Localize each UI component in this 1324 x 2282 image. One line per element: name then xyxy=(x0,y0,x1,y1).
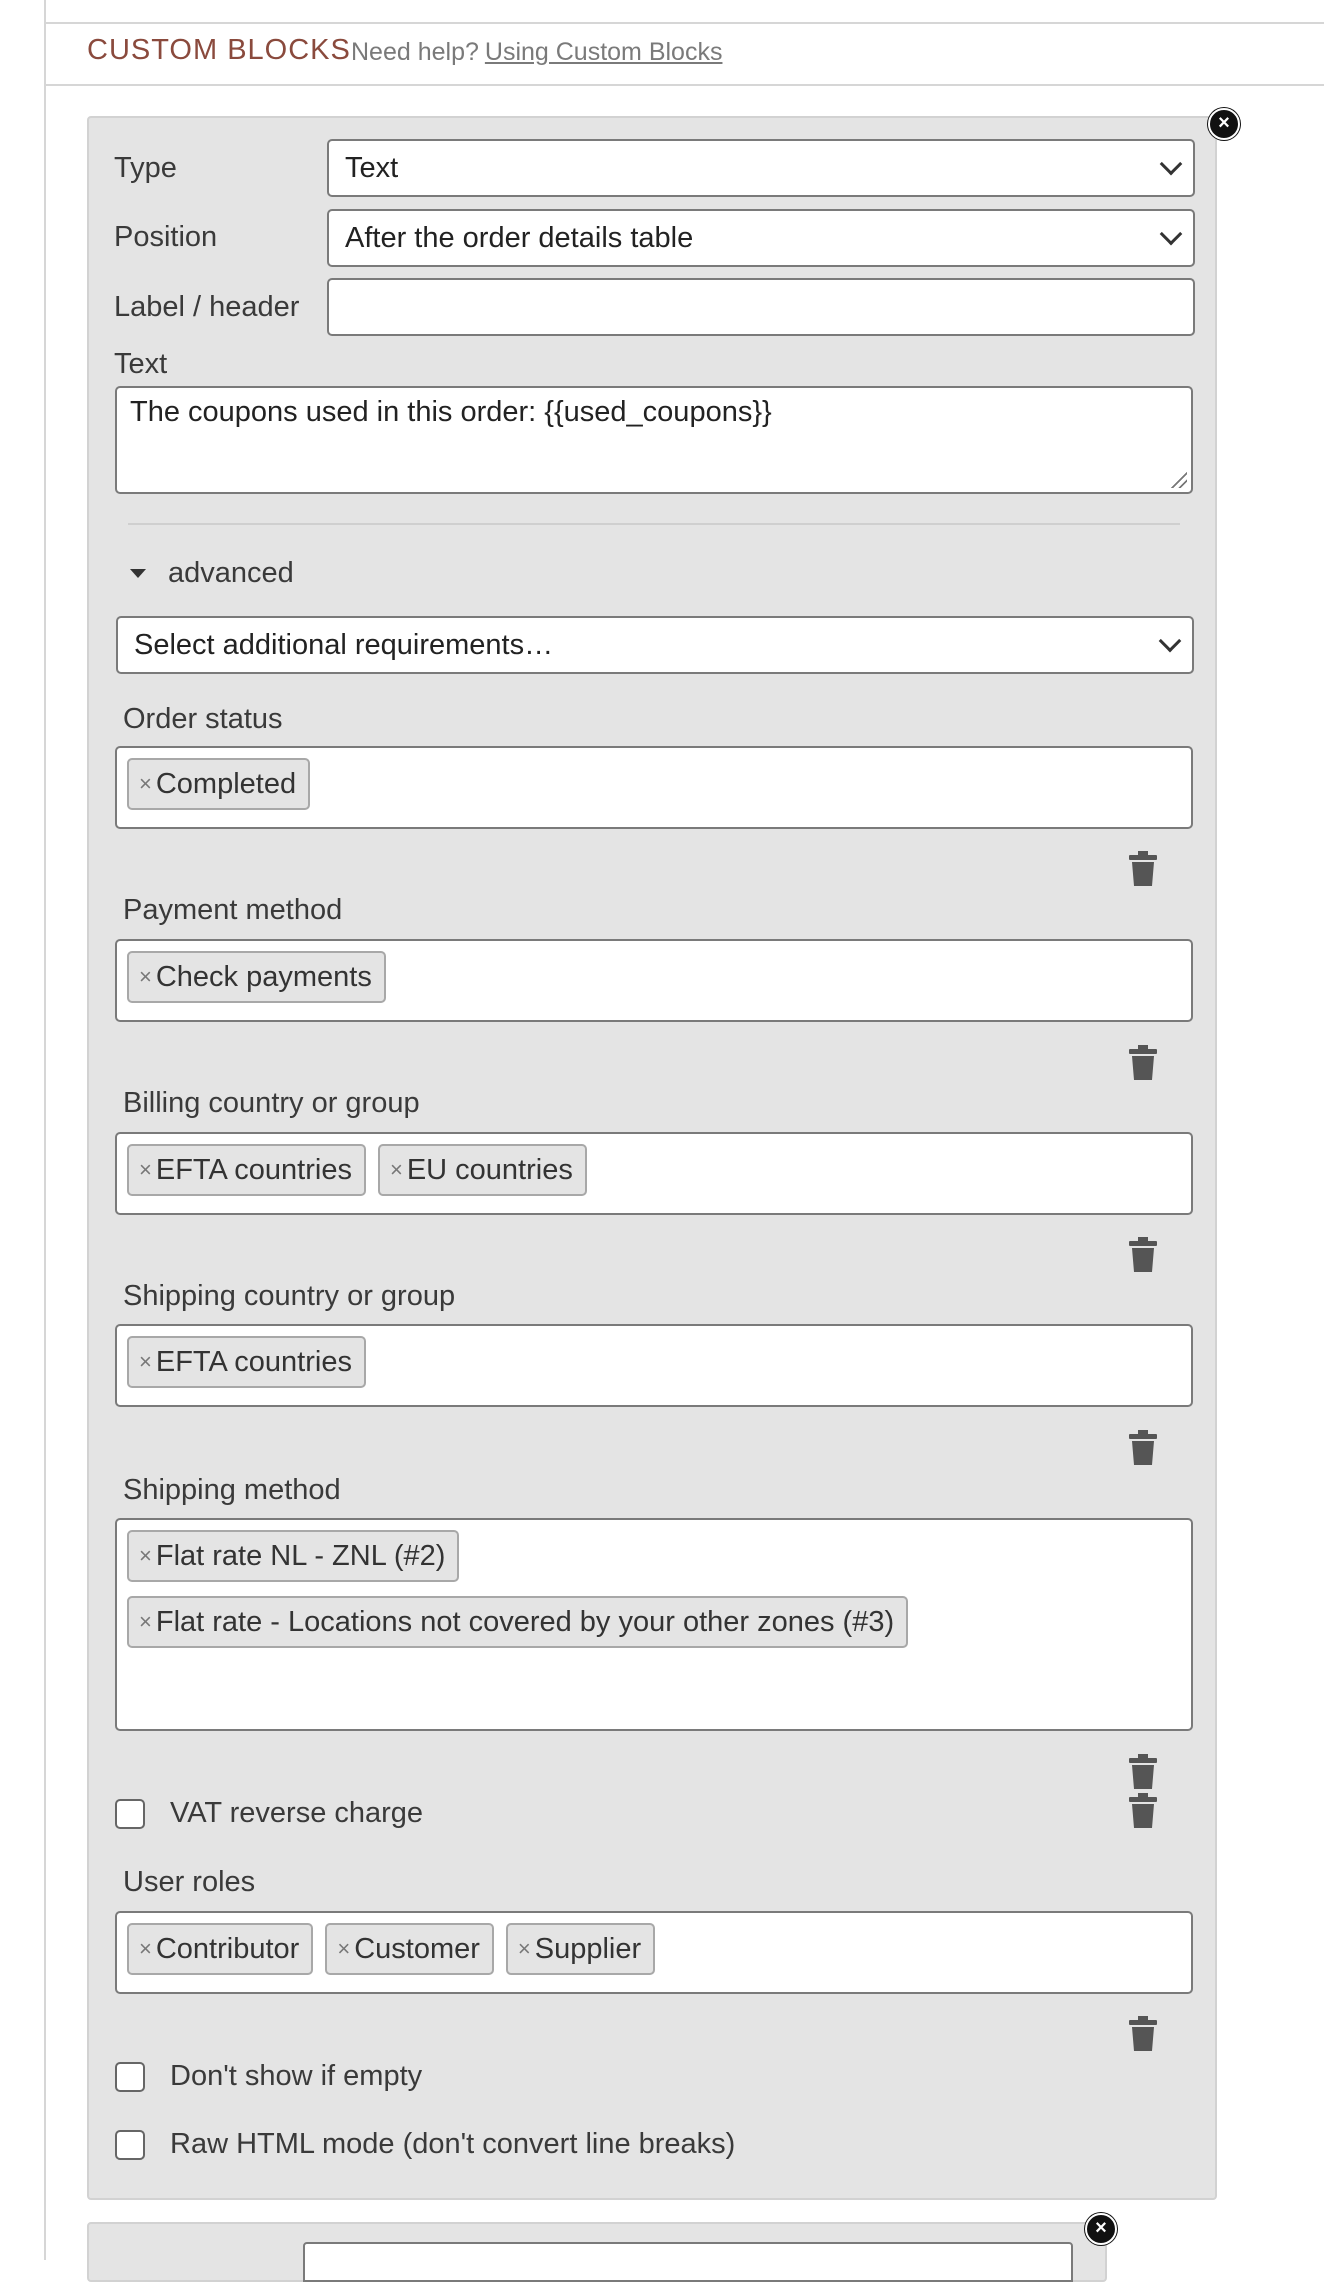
tag-label: EU countries xyxy=(406,1153,573,1186)
advanced-label: advanced xyxy=(168,557,294,589)
tag-chip xyxy=(378,1144,587,1196)
type-label: Type xyxy=(114,152,177,184)
shipping-method-label: Shipping method xyxy=(123,1474,341,1506)
next-block-type-select[interactable] xyxy=(303,2242,1073,2282)
tag-chip xyxy=(127,1530,459,1582)
remove-tag-icon[interactable]: × xyxy=(139,771,152,796)
tag-label: EFTA countries xyxy=(155,1345,352,1378)
chevron-down-icon xyxy=(1160,153,1183,176)
remove-tag-icon[interactable]: × xyxy=(139,1936,152,1961)
trash-icon[interactable] xyxy=(1128,2016,1158,2052)
tag-label: Customer xyxy=(354,1932,480,1965)
billing-country-multiselect[interactable] xyxy=(115,1132,1193,1215)
shipping-country-label: Shipping country or group xyxy=(123,1280,456,1312)
text-textarea[interactable] xyxy=(115,386,1193,494)
chevron-down-icon xyxy=(1160,223,1183,246)
tag-chip xyxy=(506,1923,655,1975)
vat-reverse-checkbox[interactable] xyxy=(115,1799,145,1829)
remove-tag-icon[interactable]: × xyxy=(517,1936,531,1961)
section-title: CUSTOM BLOCKS xyxy=(87,34,351,66)
tag-label: Flat rate NL - ZNL (#2) xyxy=(155,1539,446,1572)
trash-icon[interactable] xyxy=(1128,1045,1158,1081)
tag-label: Flat rate - Locations not covered by your other zones (#3) xyxy=(155,1605,895,1638)
order-status-label: Order status xyxy=(123,703,283,735)
label-header-input[interactable] xyxy=(327,278,1195,336)
payment-method-multiselect[interactable] xyxy=(115,939,1193,1022)
resize-grip-icon[interactable] xyxy=(1169,470,1187,488)
position-select[interactable] xyxy=(327,209,1195,267)
type-select[interactable] xyxy=(327,139,1195,197)
trash-icon[interactable] xyxy=(1128,1754,1158,1790)
billing-country-label: Billing country or group xyxy=(123,1087,420,1119)
header-divider xyxy=(44,84,1324,86)
position-label: Position xyxy=(114,221,218,253)
text-textarea-value: The coupons used in this order: {{used_coupons}} xyxy=(130,396,772,428)
shipping-method-multiselect[interactable] xyxy=(115,1518,1193,1731)
dont-show-if-empty-label: Don't show if empty xyxy=(170,2060,423,2092)
raw-html-mode-label: Raw HTML mode (don't convert line breaks) xyxy=(170,2128,736,2160)
tag-chip xyxy=(127,951,386,1003)
help-prefix: Need help? xyxy=(351,38,479,66)
trash-icon[interactable] xyxy=(1128,1793,1158,1829)
remove-tag-icon[interactable]: × xyxy=(139,1609,152,1634)
trash-icon[interactable] xyxy=(1128,1430,1158,1466)
tag-chip xyxy=(127,758,310,810)
shipping-country-multiselect[interactable] xyxy=(115,1324,1193,1407)
trash-icon[interactable] xyxy=(1128,1237,1158,1273)
tag-label: Completed xyxy=(155,767,297,800)
payment-method-label: Payment method xyxy=(123,894,343,926)
help-text xyxy=(351,38,722,67)
tag-chip xyxy=(127,1923,313,1975)
type-select-value: Text xyxy=(345,151,399,184)
requirements-placeholder: Select additional requirements… xyxy=(134,628,554,661)
remove-tag-icon[interactable]: × xyxy=(139,1157,152,1182)
caret-down-icon xyxy=(130,569,146,578)
user-roles-multiselect[interactable] xyxy=(115,1911,1193,1994)
tag-label: Supplier xyxy=(534,1932,642,1965)
text-label: Text xyxy=(114,348,168,380)
tag-label: Check payments xyxy=(155,960,372,993)
user-roles-label: User roles xyxy=(123,1866,256,1898)
advanced-divider xyxy=(128,523,1180,525)
tag-chip xyxy=(325,1923,494,1975)
raw-html-mode-checkbox[interactable] xyxy=(115,2130,145,2160)
remove-tag-icon[interactable]: × xyxy=(337,1936,351,1961)
requirements-select[interactable] xyxy=(116,616,1194,674)
remove-tag-icon[interactable]: × xyxy=(389,1157,403,1182)
dont-show-if-empty-checkbox[interactable] xyxy=(115,2062,145,2092)
tag-label: Contributor xyxy=(155,1932,300,1965)
position-select-value: After the order details table xyxy=(345,221,694,254)
tag-chip xyxy=(127,1596,908,1648)
page-left-border xyxy=(44,0,46,2260)
remove-tag-icon[interactable]: × xyxy=(139,1349,152,1374)
label-header-label: Label / header xyxy=(114,291,300,323)
chevron-down-icon xyxy=(1159,630,1182,653)
remove-next-block-close-icon[interactable]: × xyxy=(1085,2213,1117,2245)
order-status-multiselect[interactable] xyxy=(115,746,1193,829)
help-link[interactable]: Using Custom Blocks xyxy=(484,38,723,66)
tag-chip xyxy=(127,1336,366,1388)
top-divider xyxy=(44,22,1324,24)
advanced-toggle[interactable] xyxy=(130,557,294,590)
remove-tag-icon[interactable]: × xyxy=(139,1543,152,1568)
remove-tag-icon[interactable]: × xyxy=(139,964,152,989)
trash-icon[interactable] xyxy=(1128,851,1158,887)
vat-reverse-label: VAT reverse charge xyxy=(170,1797,424,1829)
tag-label: EFTA countries xyxy=(155,1153,352,1186)
remove-block-close-icon[interactable]: × xyxy=(1208,108,1240,140)
tag-chip xyxy=(127,1144,366,1196)
